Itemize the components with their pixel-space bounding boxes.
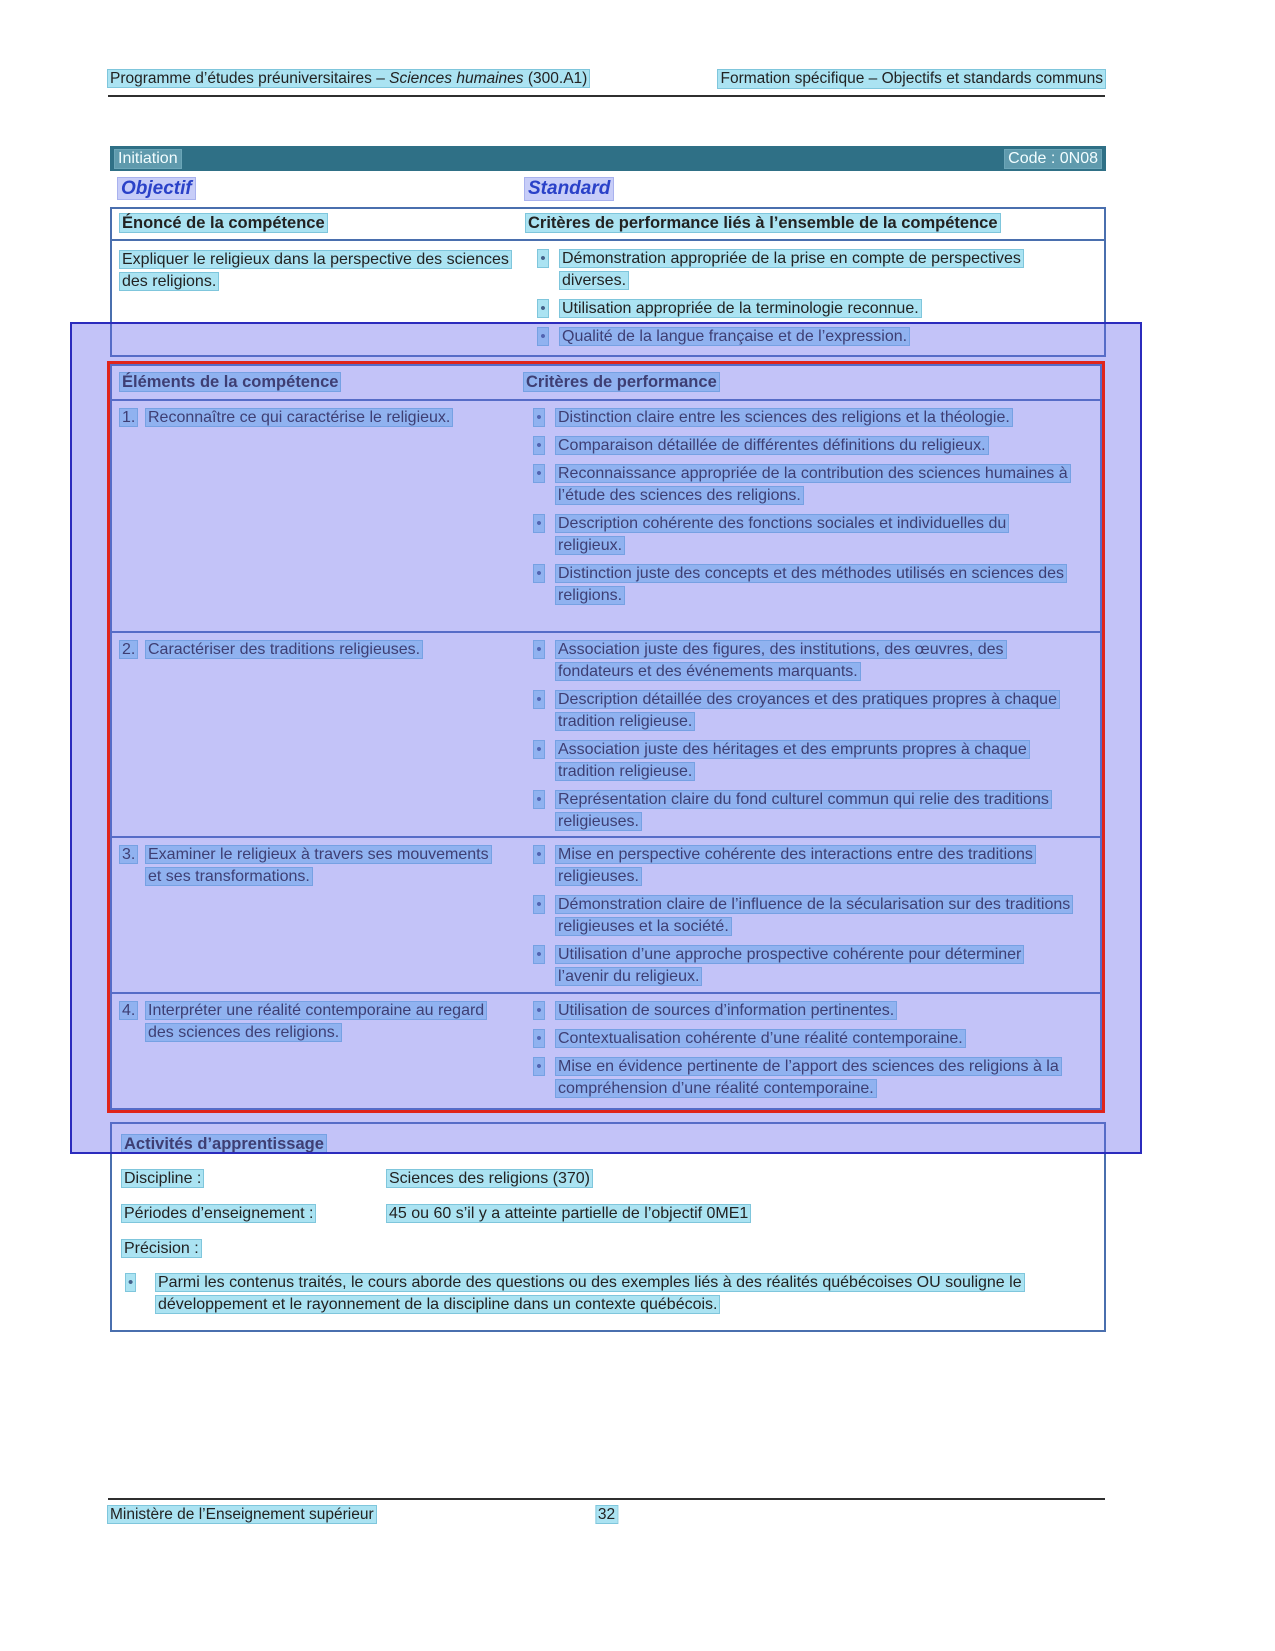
criterion-item bbox=[522, 563, 1100, 607]
column-title-standard: Standard bbox=[525, 178, 613, 200]
criterion-item bbox=[526, 326, 1104, 348]
criterion-item bbox=[522, 689, 1100, 733]
element-statement: Examiner le religieux à travers ses mouvements et ses transformations. bbox=[148, 845, 489, 885]
criterion-item bbox=[522, 513, 1100, 557]
competence-statement: Expliquer le religieux dans la perspective des sciences des religions. bbox=[122, 251, 509, 290]
discipline-row bbox=[122, 1168, 1094, 1190]
criterion-item bbox=[522, 1000, 1100, 1022]
elements-header-row bbox=[112, 366, 1100, 401]
objective-name: Initiation bbox=[115, 150, 181, 168]
elements-table bbox=[110, 364, 1102, 1110]
competence-criteria-cell bbox=[524, 248, 1104, 354]
bullet-icon: • bbox=[536, 409, 542, 426]
criterion-text: Utilisation d’une approche prospective cohérente pour déterminer l’avenir du religieux. bbox=[558, 945, 1022, 985]
bullet-icon: • bbox=[540, 300, 546, 317]
objective-section bbox=[110, 146, 1106, 357]
criterion-text: Utilisation de sources d’information pertinentes. bbox=[558, 1002, 895, 1019]
objective-code: Code : 0N08 bbox=[1005, 150, 1101, 168]
footer-left: Ministère de l’Enseignement supérieur bbox=[110, 1506, 374, 1523]
elements-left-header: Éléments de la compétence bbox=[122, 373, 339, 391]
criterion-item bbox=[522, 1028, 1100, 1050]
elements-right-header: Critères de performance bbox=[526, 373, 717, 391]
precision-row bbox=[122, 1238, 1094, 1260]
competence-table bbox=[110, 207, 1106, 357]
bullet-icon: • bbox=[536, 691, 542, 708]
precision-label: Précision : bbox=[124, 1240, 199, 1257]
discipline-label: Discipline : bbox=[124, 1170, 202, 1187]
criterion-text: Distinction claire entre les sciences des religions et la théologie. bbox=[558, 409, 1010, 426]
bullet-icon: • bbox=[536, 741, 542, 758]
competence-body-row bbox=[112, 241, 1104, 354]
page-number: 32 bbox=[597, 1506, 616, 1523]
competence-statement-header: Énoncé de la compétence bbox=[122, 214, 325, 232]
activities-header: Activités d’apprentissage bbox=[124, 1135, 324, 1153]
criterion-text: Description détaillée des croyances et des pratiques propres à chaque tradition religieuse. bbox=[558, 691, 1057, 730]
objective-title-bar bbox=[110, 146, 1106, 171]
competence-header-row bbox=[112, 209, 1104, 241]
element-number: 2. bbox=[122, 641, 136, 658]
bullet-icon: • bbox=[540, 328, 546, 345]
elements-right-header-cell bbox=[522, 371, 1100, 393]
criterion-item bbox=[522, 407, 1100, 429]
bullet-icon: • bbox=[536, 641, 542, 658]
periods-label: Périodes d’enseignement : bbox=[124, 1205, 314, 1222]
bullet-icon: • bbox=[536, 845, 542, 863]
periods-value: 45 ou 60 s’il y a atteinte partielle de l’objectif 0ME1 bbox=[389, 1205, 749, 1222]
periods-row bbox=[122, 1203, 1094, 1225]
element-statement: Caractériser des traditions religieuses. bbox=[148, 641, 421, 658]
bullet-icon: • bbox=[540, 250, 546, 267]
bullet-icon: • bbox=[536, 945, 542, 963]
element-statement: Interpréter une réalité contemporaine au regard des sciences des religions. bbox=[148, 1002, 485, 1041]
criterion-text: Représentation claire du fond culturel commun qui relie des traditions religieuses. bbox=[558, 791, 1049, 830]
criterion-item bbox=[522, 1056, 1100, 1100]
criterion-text: Association juste des figures, des institutions, des œuvres, des fondateurs et des événements marquants. bbox=[558, 641, 1004, 680]
program-title-post: (300.A1) bbox=[523, 70, 588, 87]
element-row bbox=[112, 633, 1100, 838]
criterion-text: Comparaison détaillée de différentes définitions du religieux. bbox=[558, 437, 986, 454]
competence-statement-header-cell bbox=[112, 214, 524, 233]
criterion-item bbox=[522, 739, 1100, 783]
criterion-text: Mise en perspective cohérente des interactions entre des traditions religieuses. bbox=[558, 845, 1033, 885]
bullet-icon: • bbox=[536, 437, 542, 454]
bullet-icon: • bbox=[536, 1030, 542, 1047]
criterion-text: Mise en évidence pertinente de l’apport des sciences des religions à la compréhension d’une réalité contemporaine. bbox=[558, 1058, 1059, 1097]
bullet-icon: • bbox=[536, 1058, 542, 1075]
criterion-item bbox=[526, 298, 1104, 320]
criterion-text: Distinction juste des concepts et des méthodes utilisés en sciences des religions. bbox=[558, 565, 1065, 604]
bullet-icon: • bbox=[536, 791, 542, 808]
elements-left-header-cell bbox=[112, 371, 522, 393]
criterion-text: Reconnaissance appropriée de la contribution des sciences humaines à l’étude des sciences des religions. bbox=[558, 465, 1068, 504]
bullet-icon: • bbox=[536, 1002, 542, 1019]
running-header-right: Formation spécifique – Objectifs et standards communs bbox=[720, 70, 1103, 87]
running-header bbox=[108, 70, 1105, 97]
page-footer bbox=[108, 1498, 1105, 1524]
criterion-text: Description cohérente des fonctions sociales et individuelles du religieux. bbox=[558, 515, 1007, 554]
bullet-icon: • bbox=[536, 515, 542, 532]
criterion-text: Contextualisation cohérente d’une réalité contemporaine. bbox=[558, 1030, 963, 1047]
criterion-text: Démonstration appropriée de la prise en compte de perspectives diverses. bbox=[562, 250, 1021, 289]
bullet-icon: • bbox=[536, 895, 542, 913]
element-row bbox=[112, 838, 1100, 994]
precision-note bbox=[122, 1272, 1094, 1316]
bullet-icon: • bbox=[128, 1274, 134, 1291]
criterion-item bbox=[522, 844, 1100, 888]
criterion-item bbox=[526, 248, 1104, 292]
criterion-item bbox=[522, 944, 1100, 988]
criterion-text: Qualité de la langue française et de l’expression. bbox=[562, 328, 908, 345]
criterion-text: Association juste des héritages et des emprunts propres à chaque tradition religieuse. bbox=[558, 741, 1027, 780]
bullet-icon: • bbox=[536, 465, 542, 482]
criterion-item bbox=[522, 463, 1100, 507]
criterion-item bbox=[522, 435, 1100, 457]
element-row bbox=[112, 994, 1100, 1108]
competence-criteria-header-cell bbox=[524, 214, 1104, 233]
competence-statement-cell bbox=[112, 248, 524, 354]
criterion-item bbox=[522, 894, 1100, 938]
program-title-italic: Sciences humaines bbox=[389, 70, 524, 87]
running-header-left bbox=[108, 70, 589, 88]
column-title-objectif: Objectif bbox=[118, 178, 195, 199]
element-number: 1. bbox=[122, 409, 136, 426]
bullet-icon: • bbox=[536, 565, 542, 582]
discipline-value: Sciences des religions (370) bbox=[389, 1170, 590, 1187]
element-row bbox=[112, 401, 1100, 633]
element-number: 3. bbox=[122, 845, 136, 863]
competence-criteria-header: Critères de performance liés à l’ensemble de la compétence bbox=[528, 214, 998, 232]
criterion-text: Démonstration claire de l’influence de la sécularisation sur des traditions religieuses et la société. bbox=[558, 895, 1071, 935]
criterion-item bbox=[522, 639, 1100, 683]
element-statement: Reconnaître ce qui caractérise le religieux. bbox=[148, 409, 451, 426]
criterion-text: Utilisation appropriée de la terminologie reconnue. bbox=[562, 300, 919, 317]
program-title-pre: Programme d’études préuniversitaires – bbox=[110, 70, 390, 87]
column-titles-row bbox=[110, 171, 1106, 207]
activities-section bbox=[110, 1122, 1106, 1332]
criterion-item bbox=[522, 789, 1100, 833]
precision-note-text: Parmi les contenus traités, le cours aborde des questions ou des exemples liés à des réalités québécoises OU souligne le développement et le rayonnement de la discipline dans un contexte québécois. bbox=[158, 1274, 1022, 1313]
element-number: 4. bbox=[122, 1002, 136, 1019]
